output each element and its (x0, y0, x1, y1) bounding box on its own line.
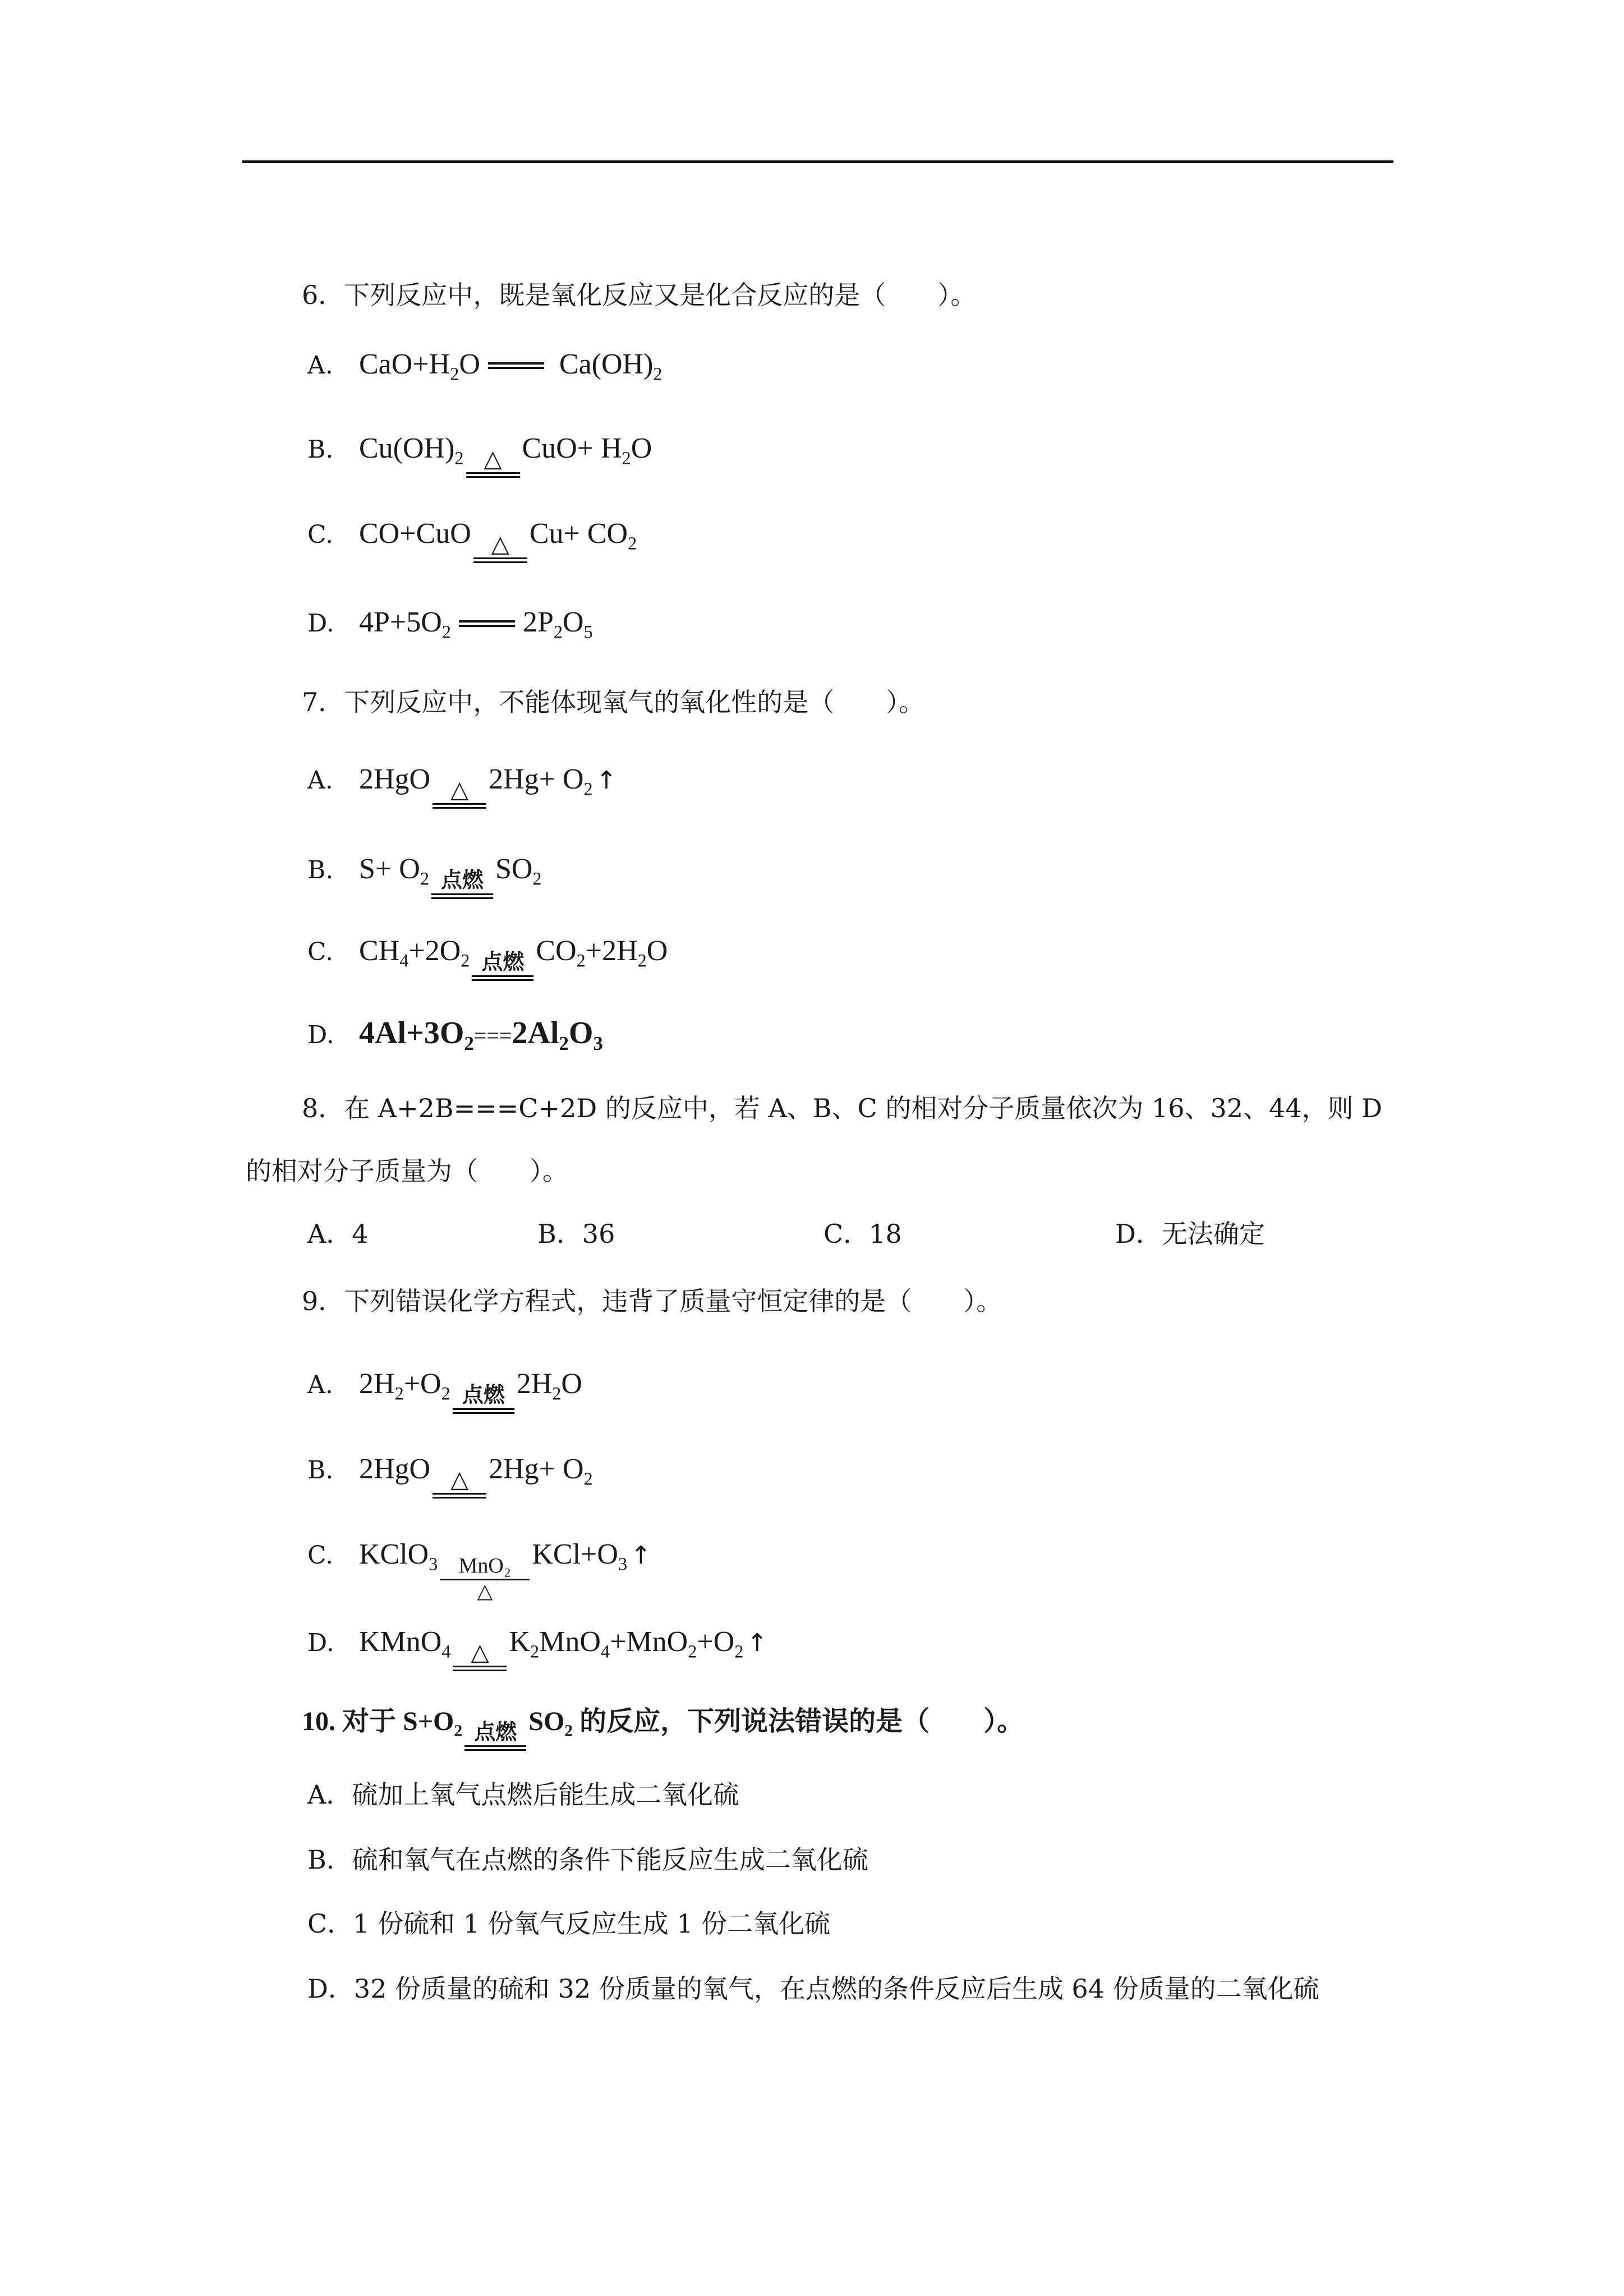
option-label: A. (307, 1371, 333, 1399)
catalyst-condition: MnO₂ (458, 1554, 512, 1578)
q9-option-a[interactable]: A. $2H_2+O_2$ 点燃 $2H_2O$ (307, 1367, 582, 1414)
heat-symbol: △ (477, 1580, 493, 1602)
heat-symbol: △ (484, 446, 502, 472)
header-rule (242, 160, 1393, 163)
q7-option-d[interactable]: D. $4Al+3O_2===2Al_2O_3$ (307, 1016, 603, 1055)
heat-symbol: △ (450, 777, 469, 803)
option-label: C. (307, 520, 334, 549)
ignite-condition: 点燃 (440, 869, 484, 892)
question-8-stem-line-2: 的相对分子质量为（ ）。 (246, 1156, 568, 1186)
question-10-stem: 10. 对于 $S+O_2$ 点燃 $SO_2$ 的反应，下列说法错误的是（ ）。 (302, 1705, 1024, 1751)
ignite-condition: 点燃 (474, 1721, 517, 1744)
q8-choice-d[interactable]: D．无法确定 (1115, 1219, 1265, 1249)
option-label: C. (307, 1541, 334, 1570)
ignite-condition: 点燃 (462, 1384, 505, 1407)
arrow-up-icon: ↑ (747, 1629, 768, 1657)
q10-option-d[interactable]: D．32 份质量的硫和 32 份质量的氧气，在点燃的条件反应后生成 64 份质量的二氧化硫 (307, 1974, 1319, 2004)
question-9-stem: 9．下列错误化学方程式，违背了质量守恒定律的是（ ）。 (302, 1286, 1002, 1316)
q6-option-b[interactable]: B. $Cu(OH)_2$ △ $CuO+ H_2O$ (307, 432, 652, 478)
option-label: D. (307, 609, 334, 638)
q7-option-c[interactable]: C. $CH_4+2O_2$ 点燃 $CO_2+2H_2O$ (307, 934, 668, 981)
q9-option-c[interactable]: C. KClO$_3$ MnO₂ △ $KCl+O_3$ ↑ (307, 1538, 651, 1602)
q9-option-b[interactable]: B. 2HgO △ $2Hg+ O_2$ (307, 1453, 593, 1499)
q7-option-a[interactable]: A. 2HgO △ $2Hg+ O_2$ ↑ (307, 763, 617, 809)
option-label: B. (307, 1456, 334, 1484)
q10-option-b[interactable]: B．硫和氧气在点燃的条件下能反应生成二氧化硫 (307, 1845, 868, 1875)
q8-choice-c[interactable]: C．18 (823, 1219, 902, 1249)
option-label: C. (307, 938, 334, 966)
heat-symbol: △ (450, 1467, 469, 1493)
option-label: B. (307, 856, 334, 884)
ignite-condition: 点燃 (481, 951, 525, 974)
question-7-stem: 7．下列反应中，不能体现氧气的氧化性的是（ ）。 (302, 687, 925, 717)
q9-option-d[interactable]: D. KMnO$_4$ △ $K_2MnO_4+MnO_2+O_2$ ↑ (307, 1625, 767, 1671)
option-label: A. (307, 351, 333, 380)
arrow-up-icon: ↑ (596, 766, 617, 795)
q6-option-d[interactable]: D. $4P+5O_2$ $2P_2O_5$ (307, 606, 593, 642)
q10-option-a[interactable]: A．硫加上氧气点燃后能生成二氧化硫 (307, 1779, 739, 1810)
question-8-stem-line-1: 8．在 A+2B===C+2D 的反应中，若 A、B、C 的相对分子质量依次为 16、32、44，则 D (302, 1093, 1383, 1123)
option-label: D. (307, 1021, 334, 1049)
arrow-up-icon: ↑ (631, 1541, 651, 1570)
option-label: B. (307, 435, 334, 464)
q6-option-a[interactable]: A. $CaO+H_2O$ $Ca(OH)_2$ (307, 348, 663, 384)
q10-option-c[interactable]: C．1 份硫和 1 份氧气反应生成 1 份二氧化硫 (307, 1908, 831, 1939)
q8-choice-a[interactable]: A．4 (307, 1219, 369, 1249)
q8-choice-b[interactable]: B．36 (537, 1219, 615, 1249)
heat-symbol: △ (471, 1640, 489, 1666)
option-label: D. (307, 1629, 334, 1657)
q6-option-c[interactable]: C. CO+CuO △ $Cu+ CO_2$ (307, 517, 637, 563)
option-label: A. (307, 766, 333, 795)
heat-symbol: △ (491, 532, 509, 557)
q7-option-b[interactable]: B. $S+ O_2$ 点燃 $SO_2$ (307, 852, 542, 899)
question-6-stem: 6．下列反应中，既是氧化反应又是化合反应的是（ ）。 (302, 280, 977, 310)
